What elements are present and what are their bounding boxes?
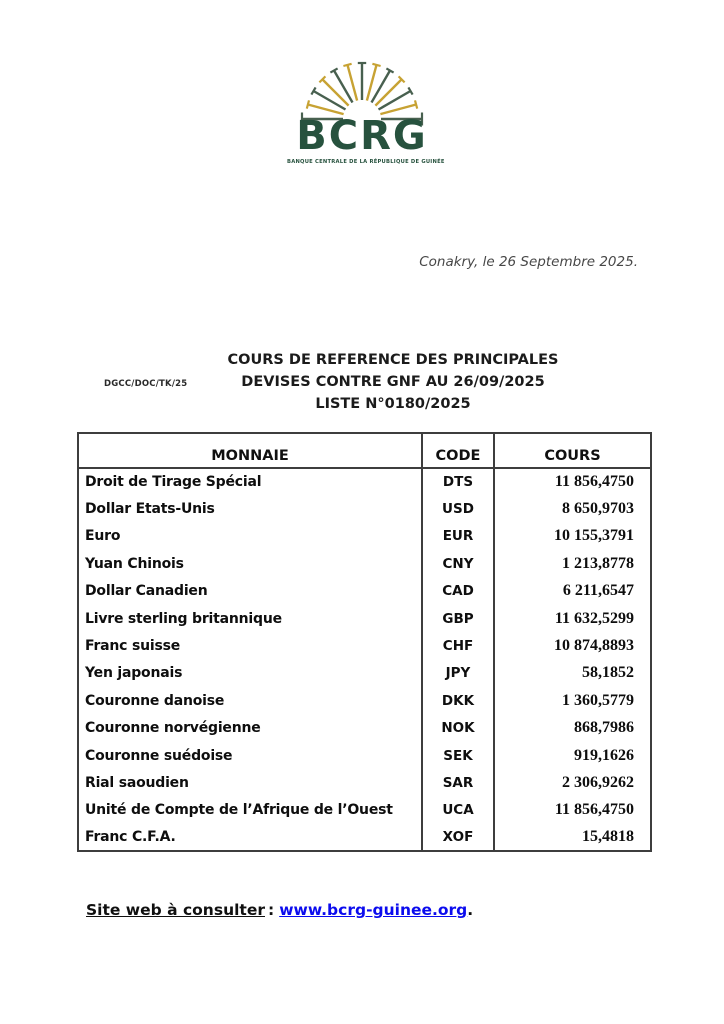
cell-cours: 10 874,8893 bbox=[554, 637, 634, 655]
table-row bbox=[78, 687, 651, 714]
cell-monnaie: Dollar Canadien bbox=[85, 583, 208, 600]
table-row bbox=[78, 742, 651, 769]
cell-code: NOK bbox=[422, 715, 494, 742]
cell-code: UCA bbox=[422, 797, 494, 824]
cell-cours: 1 213,8778 bbox=[562, 554, 634, 572]
cell-code: DTS bbox=[422, 468, 494, 495]
cell-monnaie: Droit de Tirage Spécial bbox=[85, 474, 262, 491]
footer-colon: : bbox=[267, 901, 275, 919]
cell-code: XOF bbox=[422, 824, 494, 851]
table-row bbox=[78, 578, 651, 605]
table-row bbox=[78, 632, 651, 659]
cell-code: DKK bbox=[422, 687, 494, 714]
title-line-3: LISTE N°0180/2025 bbox=[315, 396, 471, 412]
bcrg-logo-text: BCRG bbox=[296, 113, 428, 159]
title-line-2: DEVISES CONTRE GNF AU 26/09/2025 bbox=[241, 374, 545, 390]
cell-code: CHF bbox=[422, 632, 494, 659]
cell-code: USD bbox=[422, 495, 494, 522]
cell-monnaie: Unité de Compte de l’Afrique de l’Ouest bbox=[85, 802, 393, 819]
table-row bbox=[78, 605, 651, 632]
footer-period: . bbox=[467, 901, 474, 919]
cell-cours: 919,1626 bbox=[574, 746, 634, 764]
cell-cours: 58,1852 bbox=[582, 664, 634, 682]
table-row bbox=[78, 824, 651, 851]
cell-cours: 10 155,3791 bbox=[554, 527, 634, 545]
cell-monnaie: Euro bbox=[85, 528, 121, 545]
cell-cours: 15,4818 bbox=[582, 828, 634, 846]
cell-code: GBP bbox=[422, 605, 494, 632]
cell-code: CAD bbox=[422, 578, 494, 605]
site-label: Site web à consulter bbox=[86, 901, 265, 919]
cell-code: EUR bbox=[422, 523, 494, 550]
cell-code: JPY bbox=[422, 660, 494, 687]
dateline: Conakry, le 26 Septembre 2025. bbox=[419, 254, 638, 270]
table-row bbox=[78, 550, 651, 577]
table-row bbox=[78, 715, 651, 742]
cell-cours: 8 650,9703 bbox=[562, 500, 634, 518]
header-monnaie: MONNAIE bbox=[78, 433, 422, 468]
table-row bbox=[78, 660, 651, 687]
document-title bbox=[177, 349, 609, 415]
cell-monnaie: Franc suisse bbox=[85, 638, 181, 655]
cell-code: CNY bbox=[422, 550, 494, 577]
table-row bbox=[78, 468, 651, 495]
cell-cours: 11 632,5299 bbox=[554, 609, 634, 627]
table-header-row bbox=[78, 433, 651, 468]
cell-cours: 6 211,6547 bbox=[562, 582, 634, 600]
header-cours: COURS bbox=[494, 433, 651, 468]
bcrg-logo bbox=[287, 48, 445, 165]
exchange-rates-table bbox=[77, 432, 652, 852]
cell-monnaie: Yuan Chinois bbox=[85, 555, 184, 572]
cell-cours: 11 856,4750 bbox=[554, 801, 634, 819]
rates-table-body bbox=[78, 468, 651, 851]
title-line-1: COURS DE REFERENCE DES PRINCIPALES bbox=[227, 352, 559, 368]
bcrg-logo-tagline: BANQUE CENTRALE DE LA RÉPUBLIQUE DE GUINÉE bbox=[287, 159, 445, 165]
cell-monnaie: Yen japonais bbox=[85, 665, 183, 682]
cell-code: SEK bbox=[422, 742, 494, 769]
cell-code: SAR bbox=[422, 769, 494, 796]
footer bbox=[86, 901, 473, 919]
cell-monnaie: Couronne norvégienne bbox=[85, 720, 261, 737]
cell-monnaie: Couronne suédoise bbox=[85, 747, 233, 764]
table-row bbox=[78, 495, 651, 522]
cell-monnaie: Livre sterling britannique bbox=[85, 610, 282, 627]
table-row bbox=[78, 769, 651, 796]
cell-monnaie: Couronne danoise bbox=[85, 692, 225, 709]
cell-cours: 11 856,4750 bbox=[554, 473, 634, 491]
cell-cours: 868,7986 bbox=[574, 719, 634, 737]
cell-monnaie: Dollar Etats-Unis bbox=[85, 501, 215, 518]
table-row bbox=[78, 523, 651, 550]
cell-monnaie: Rial saoudien bbox=[85, 774, 189, 791]
reference-code: DGCC/DOC/TK/25 bbox=[104, 379, 188, 389]
table-row bbox=[78, 797, 651, 824]
cell-cours: 2 306,9262 bbox=[562, 773, 634, 791]
cell-cours: 1 360,5779 bbox=[562, 691, 634, 709]
header-code: CODE bbox=[422, 433, 494, 468]
cell-monnaie: Franc C.F.A. bbox=[85, 829, 176, 846]
site-link[interactable]: www.bcrg-guinee.org bbox=[279, 901, 468, 919]
